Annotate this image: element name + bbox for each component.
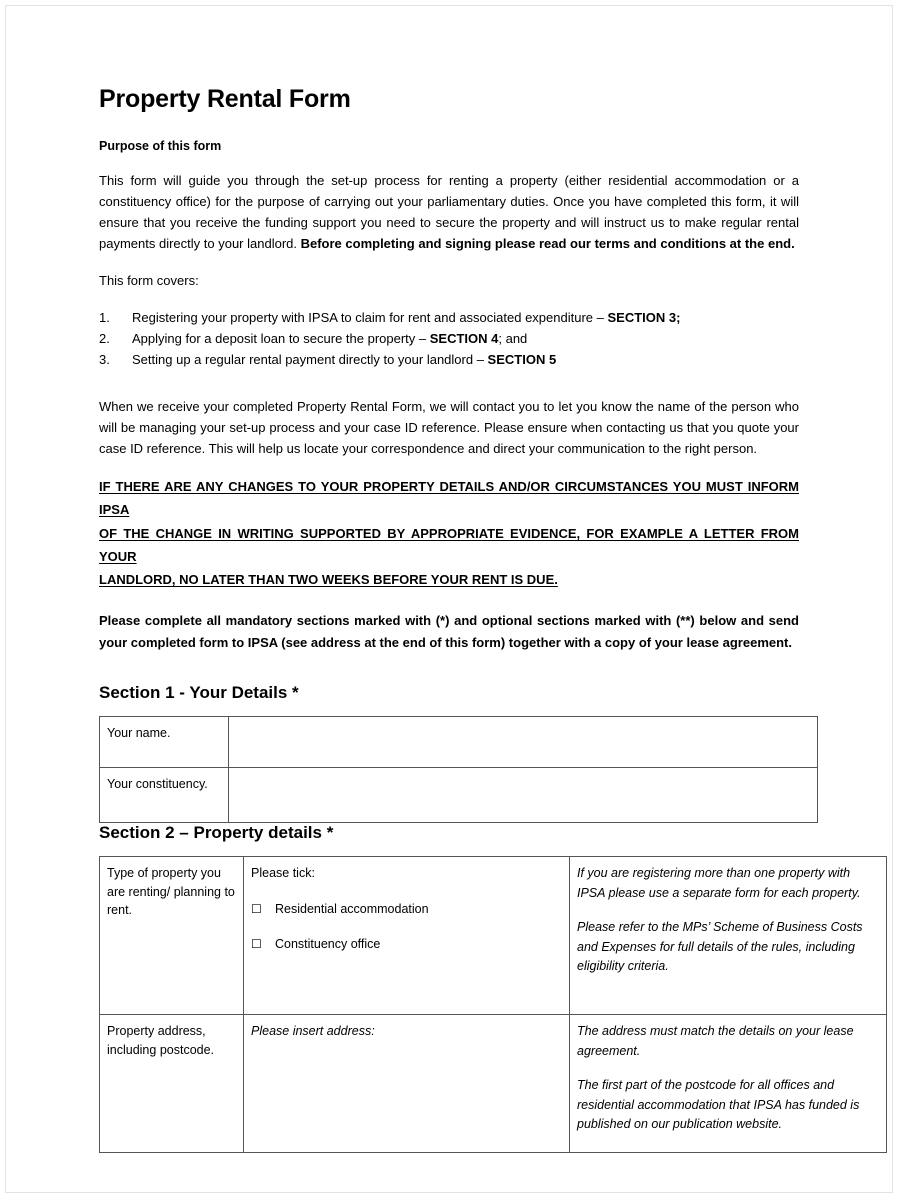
intro-paragraph-plain: This form will guide you through the set-up process for renting a property (either residential accommodation or a constituency office) for the purpose of carrying out your parliamentary duties. Once you have completed this form, it will ensure that you receive the funding support you need to secure the property and will instruct us to make regular rental payments directly to your landlord. — [99, 172, 799, 251]
checkbox-label: Constituency office — [275, 937, 381, 952]
list-item-text: Setting up a regular rental payment directly to your landlord – — [132, 352, 488, 368]
property-type-guidance — [570, 857, 887, 1015]
warning-line: IF THERE ARE ANY CHANGES TO YOUR PROPERTY DETAILS AND/OR CIRCUMSTANCES YOU MUST INFORM IPSA — [99, 479, 799, 518]
covers-intro: This form covers: — [99, 272, 199, 288]
list-item-text: Applying for a deposit loan to secure the property – — [132, 331, 430, 347]
list-item — [99, 307, 799, 328]
checkbox-option-residential-accommodation[interactable] — [251, 901, 561, 919]
your-constituency-label: Your constituency. — [100, 768, 229, 823]
please-tick-label: Please tick: — [251, 866, 315, 881]
list-item-number: 3. — [99, 352, 110, 368]
warning-line: OF THE CHANGE IN WRITING SUPPORTED BY APPROPRIATE EVIDENCE, FOR EXAMPLE A LETTER FROM YOUR — [99, 525, 799, 564]
table-row — [100, 1015, 887, 1153]
warning-line: LANDLORD, NO LATER THAN TWO WEEKS BEFORE YOUR RENT IS DUE. — [99, 571, 558, 587]
table-row — [100, 717, 818, 768]
case-id-paragraph: When we receive your completed Property Rental Form, we will contact you to let you know the name of the person who will be managing your set-up process and your case ID reference. Please ensure when contacting us that you quote your case ID reference. This will help us locate your correspondence and direct your communication to the right person. — [99, 399, 799, 457]
property-address-label: Property address, including postcode. — [100, 1015, 244, 1153]
intro-paragraph-bold: Before completing and signing please read our terms and conditions at the end. — [300, 235, 795, 251]
property-type-label: Type of property you are renting/ planning to rent. — [100, 857, 244, 1015]
list-item — [99, 328, 799, 349]
list-item-number: 2. — [99, 331, 110, 347]
your-name-field[interactable] — [229, 717, 818, 768]
table-row — [100, 857, 887, 1015]
covers-list — [99, 307, 799, 370]
section-1-table — [99, 716, 818, 823]
checkbox-icon[interactable]: ☐ — [251, 901, 262, 916]
insert-address-prompt: Please insert address: — [251, 1024, 375, 1039]
document-content — [99, 85, 863, 1153]
list-item-number: 1. — [99, 309, 110, 325]
checkbox-option-constituency-office[interactable] — [251, 936, 561, 954]
intro-paragraph — [99, 170, 799, 254]
property-type-options — [251, 901, 561, 954]
checkbox-label: Residential accommodation — [275, 901, 429, 916]
list-item-section: SECTION 5 — [487, 352, 557, 368]
list-item-tail: ; and — [498, 331, 528, 347]
list-item-section: SECTION 3; — [607, 309, 681, 325]
list-item — [99, 349, 799, 370]
page-title: Property Rental Form — [99, 85, 351, 113]
purpose-of-form-label: Purpose of this form — [99, 138, 222, 153]
list-item-text: Registering your property with IPSA to claim for rent and associated expenditure – — [132, 309, 608, 325]
guidance-paragraph: The address must match the details on your lease agreement. — [577, 1024, 854, 1058]
guidance-paragraph: Please refer to the MPs’ Scheme of Business Costs and Expenses for full details of the rules, including eligibility criteria. — [577, 920, 863, 973]
section-1-heading: Section 1 - Your Details * — [99, 682, 299, 702]
guidance-paragraph: The first part of the postcode for all offices and residential accommodation that IPSA has funded is published on our publication website. — [577, 1078, 860, 1131]
change-notification-warning — [99, 475, 799, 591]
property-address-field[interactable] — [244, 1015, 570, 1153]
your-constituency-field[interactable] — [229, 768, 818, 823]
section-2-table — [99, 856, 887, 1153]
section-2-heading: Section 2 – Property details * — [99, 823, 334, 842]
checkbox-icon[interactable]: ☐ — [251, 937, 262, 952]
property-address-guidance — [570, 1015, 887, 1153]
document-page — [5, 5, 893, 1193]
guidance-paragraph: If you are registering more than one property with IPSA please use a separate form for each property. — [577, 866, 861, 900]
your-name-label: Your name. — [100, 717, 229, 768]
property-type-tick-cell[interactable] — [244, 857, 570, 1015]
list-item-section: SECTION 4 — [429, 331, 499, 347]
table-row — [100, 768, 818, 823]
mandatory-sections-note: Please complete all mandatory sections marked with (*) and optional sections marked with (**) below and send your completed form to IPSA (see address at the end of this form) together with a copy of your lease agreement. — [99, 612, 799, 651]
